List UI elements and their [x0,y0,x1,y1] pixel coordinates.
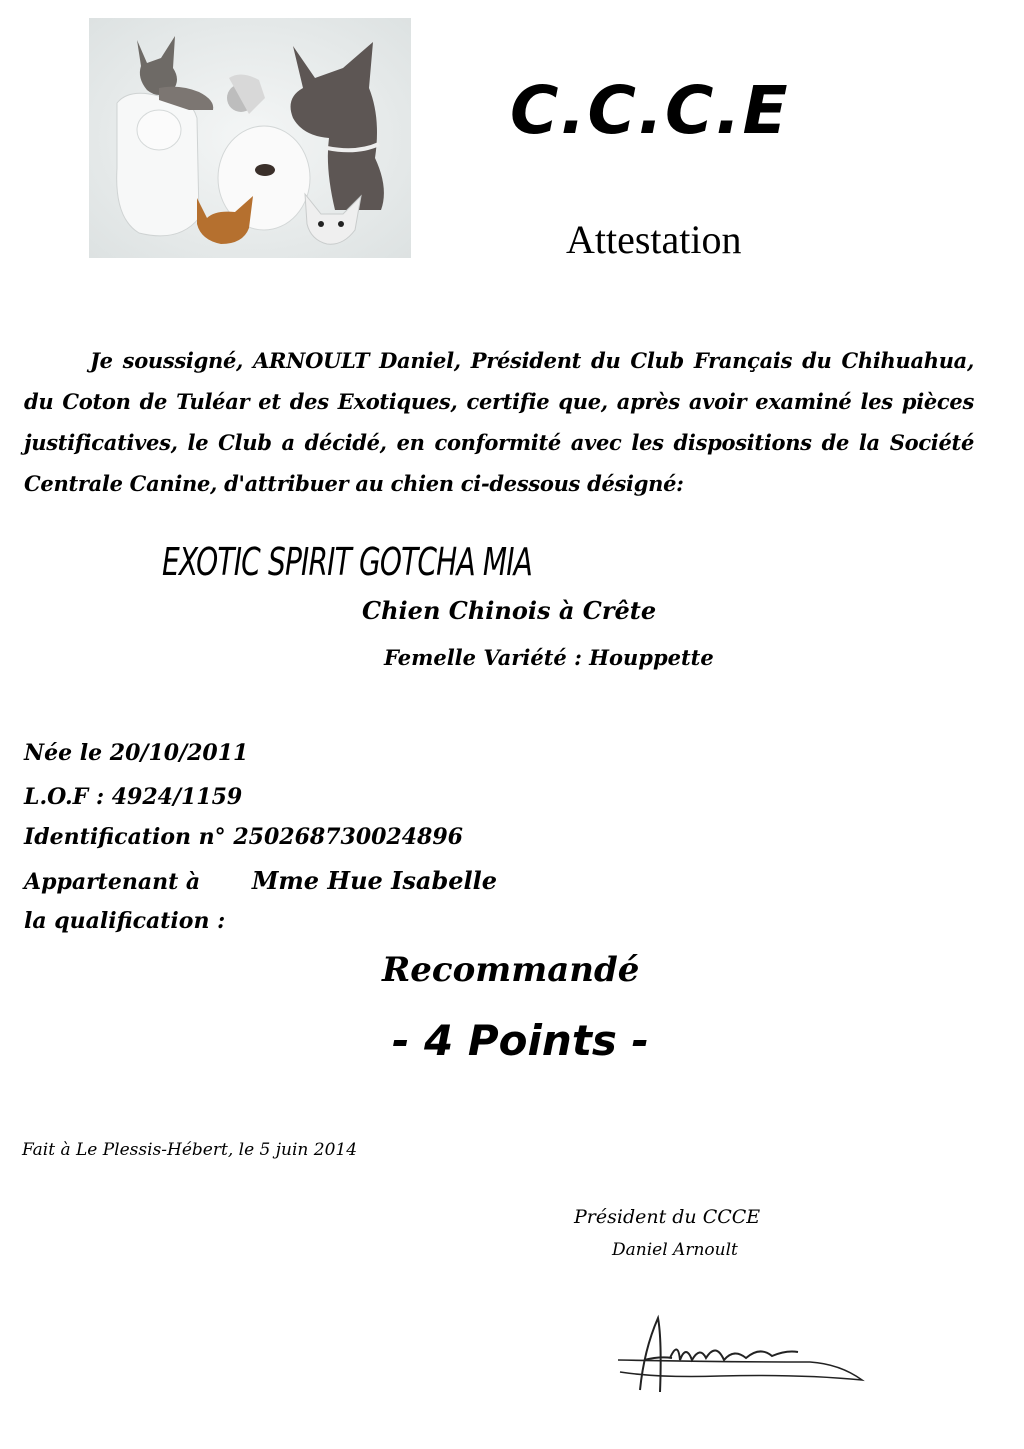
lof-label: L.O.F : [24,784,105,810]
qualification-label: la qualification : [24,908,226,934]
dogs-illustration [89,18,411,258]
owner-name: Mme Hue Isabelle [251,866,498,895]
dog-name: EXOTIC SPIRIT GOTCHA MIA [162,540,533,584]
signatory-name: Daniel Arnoult [612,1240,738,1260]
identification-label: Identification n° [24,824,226,850]
owner-label: Appartenant à [24,869,201,895]
lof-value: 4924/1159 [111,784,243,810]
lof-line [24,784,242,810]
owner-line [24,866,497,895]
dog-sex-variety: Femelle Variété : Houppette [384,645,714,670]
points-value: - 4 Points - [392,1016,649,1065]
signatory-title: Président du CCCE [574,1206,761,1228]
identification-line [24,824,463,850]
birth-date-label: Née le [24,740,103,766]
document-title: Attestation [566,217,742,262]
qualification-value: Recommandé [382,950,640,990]
birth-date-value: 20/10/2011 [109,740,249,766]
place-and-date: Fait à Le Plessis-Hébert, le 5 juin 2014 [22,1140,358,1160]
organization-title: C.C.C.E [510,72,790,149]
dog-breed: Chien Chinois à Crête [362,596,657,625]
identification-value: 250268730024896 [233,824,463,850]
handwritten-signature [600,1300,880,1410]
intro-paragraph: Je soussigné, ARNOULT Daniel, Président du Club Français du Chihuahua, du Coton de Tuléar et des Exotiques, certifie que, après avoir examiné les pièces justificatives, le Club a décidé, en conformité avec les dispositions de la Société Centrale Canine, d'attribuer au chien ci-dessous désigné: [24,348,974,496]
birth-date-line [24,740,248,766]
